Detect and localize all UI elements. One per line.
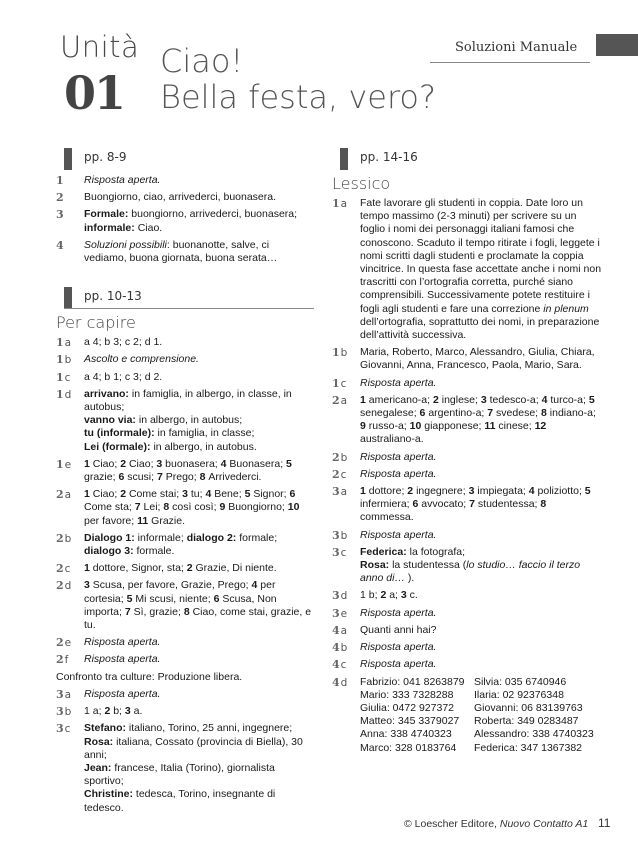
- answer-item: [332, 377, 602, 390]
- answer-text: Risposta aperta.: [84, 687, 161, 700]
- answer-item: [332, 485, 602, 525]
- phone-entry: Giulia: 0472 927372: [360, 701, 454, 714]
- confronto-line: Confronto tra culture: Produzione libera.: [56, 670, 243, 683]
- page-number: 11: [598, 816, 611, 830]
- answer-item: [332, 468, 602, 481]
- answer-number: 3c: [332, 545, 347, 559]
- answer-text: Risposta aperta.: [360, 528, 437, 541]
- answer-text: 1 b; 2 a; 3 c.: [360, 589, 418, 602]
- answer-text: Ascolto e comprensione.: [84, 353, 199, 366]
- answer-item: [56, 353, 314, 366]
- phone-column-left: [360, 676, 470, 755]
- page-title-line-1: Ciao!: [160, 42, 244, 80]
- manual-label: Soluzioni Manuale: [455, 40, 578, 55]
- answer-number: 1b: [56, 353, 72, 367]
- subsection-title: Per capire: [56, 313, 136, 333]
- answer-item: [332, 641, 602, 654]
- answer-item: [56, 239, 314, 265]
- answer-text: 1 a; 2 b; 3 a.: [84, 705, 143, 718]
- answer-number: 1: [56, 174, 64, 187]
- answer-item: [56, 191, 314, 204]
- section-bar: [64, 148, 72, 170]
- right-column: [332, 146, 602, 759]
- phone-entry: Federica: 347 1367382: [474, 741, 582, 754]
- section-bar: [340, 148, 348, 170]
- answer-item: [56, 208, 314, 234]
- phone-entry: Fabrizio: 041 8263879: [360, 675, 465, 688]
- answer-text: arrivano: in famiglia, in albergo, in classe, in autobus; vanno via: in albergo, in autobus; tu (informale): in famiglia, in classe; Lei (formale): in albergo, in autobus.: [84, 387, 292, 453]
- answer-item: [56, 488, 314, 528]
- answer-text: 3 Scusa, per favore, Grazie, Prego; 4 per cortesia; 5 Mi scusi, niente; 6 Scusa, Non importa; 7 Sì, grazie; 8 Ciao, come stai, grazie, e tu.: [84, 579, 312, 632]
- answer-text: 1 dottore, Signor, sta; 2 Grazie, Di niente.: [84, 562, 277, 575]
- left-column: [56, 146, 314, 819]
- answer-item: [56, 653, 314, 666]
- answer-text: 1 americano-a; 2 inglese; 3 tedesco-a; 4 turco-a; 5 senegalese; 6 argentino-a; 7 svedese; 8 indiano-a; 9 russo-a; 10 giapponese; 11 cinese; 12 australiano-a.: [360, 393, 596, 446]
- section-header-pp-10-13: [56, 285, 314, 309]
- section-pages: pp. 10-13: [84, 289, 142, 304]
- answer-number: 4a: [332, 623, 348, 637]
- answer-text: Risposta aperta.: [84, 653, 161, 666]
- section-pages: pp. 14-16: [360, 150, 418, 164]
- answer-number: 3e: [332, 606, 348, 620]
- answer-item: [56, 579, 314, 632]
- answer-item: [56, 722, 314, 814]
- answer-item: [332, 658, 602, 671]
- answer-number: 2b: [56, 531, 72, 545]
- phone-entry: Marco: 328 0183764: [360, 741, 457, 754]
- section-header-pp-8-9: [56, 146, 314, 170]
- footer-credit: © Loescher Editore, Nuovo Contatto A1: [404, 818, 589, 830]
- answer-text: Risposta aperta.: [360, 658, 437, 671]
- answers-list: [56, 174, 314, 265]
- answer-item: [332, 529, 602, 542]
- section-header-pp-14-16: [332, 146, 602, 170]
- answer-item: [332, 624, 602, 637]
- phone-entry: Roberta: 349 0283487: [474, 715, 579, 728]
- answer-number: 1a: [56, 336, 72, 350]
- phone-entry: Silvia: 035 6740946: [474, 675, 567, 688]
- phone-list: [360, 676, 602, 755]
- answer-text: Risposta aperta.: [360, 450, 437, 463]
- answer-item: [332, 346, 602, 372]
- answer-text: Dialogo 1: informale; dialogo 2: formale; dialogo 3: formale.: [84, 531, 278, 558]
- answer-number: 2c: [56, 562, 71, 576]
- section-rule: [64, 308, 314, 309]
- answer-item: [56, 688, 314, 701]
- answer-number: 4b: [332, 641, 348, 655]
- answers-list: [56, 336, 314, 666]
- section-bar: [64, 287, 72, 309]
- answer-number: 4c: [332, 658, 347, 672]
- answer-number: 4d: [332, 675, 348, 689]
- answer-number: 4: [56, 238, 64, 252]
- answer-number: 3c: [56, 722, 71, 736]
- answer-item: [332, 197, 602, 342]
- answer-number: 3b: [56, 705, 72, 719]
- answer-number: 3d: [332, 589, 348, 603]
- answer-item: [56, 458, 314, 484]
- answer-item: [332, 546, 602, 586]
- unit-label: Unità: [60, 30, 140, 64]
- unit-number: 01: [64, 66, 125, 120]
- answers-list: [332, 197, 602, 672]
- answer-item: [56, 371, 314, 384]
- answers-list: [56, 688, 314, 815]
- answer-text: Risposta aperta.: [360, 641, 437, 654]
- answer-number: 3: [56, 208, 64, 222]
- answer-number: 1b: [332, 346, 348, 360]
- answer-text: Maria, Roberto, Marco, Alessandro, Giulia, Chiara, Giovanni, Anna, Francesco, Paola, Mario, Sara.: [360, 346, 595, 372]
- answer-item: [56, 174, 314, 187]
- answer-item: [332, 589, 602, 602]
- answer-text: a 4; b 3; c 2; d 1.: [84, 336, 163, 349]
- answer-text: Quanti anni hai?: [360, 623, 437, 636]
- answer-text: Stefano: italiano, Torino, 25 anni, ingegnere; Rosa: italiana, Cossato (provincia di Biella), 30 anni; Jean: francese, Italia (Torino), giornalista sportivo; Christine: tedesca, Torino, insegnante di tedesco.: [84, 722, 303, 814]
- answer-item: [332, 394, 602, 447]
- answer-item: [332, 451, 602, 464]
- answer-item: [56, 705, 314, 718]
- answer-text: Risposta aperta.: [84, 636, 161, 649]
- answer-number: 2a: [332, 393, 348, 407]
- answer-number: 1e: [56, 457, 72, 471]
- phone-entry: Ilaria: 02 92376348: [474, 688, 564, 701]
- answer-number: 2b: [332, 450, 348, 464]
- answer-number: 2f: [56, 653, 69, 667]
- answer-text: Risposta aperta.: [360, 606, 437, 619]
- answer-number: 2d: [56, 579, 72, 593]
- answer-number: 3a: [332, 485, 348, 499]
- answer-phones: [332, 676, 602, 755]
- answer-item: [332, 607, 602, 620]
- answer-text: Buongiorno, ciao, arrivederci, buonasera.: [84, 191, 277, 204]
- answer-text: a 4; b 1; c 3; d 2.: [84, 370, 163, 383]
- answer-text: 1 dottore; 2 ingegnere; 3 impiegata; 4 poliziotto; 5 infermiera; 6 avvocato; 7 studentessa; 8 commessa.: [360, 485, 591, 524]
- answer-number: 1d: [56, 387, 72, 401]
- answer-item: [56, 336, 314, 349]
- answer-number: 2a: [56, 488, 72, 502]
- answer-number: 2c: [332, 467, 347, 481]
- phone-entry: Alessandro: 338 4740323: [474, 728, 594, 741]
- phone-entry: Matteo: 345 3379027: [360, 715, 460, 728]
- phone-entry: Anna: 338 4740323: [360, 728, 452, 741]
- answer-text: Soluzioni possibili: buonanotte, salve, ci vediamo, buona giornata, buona serata…: [84, 238, 278, 265]
- answer-text: Risposta aperta.: [360, 376, 437, 389]
- answer-item: [56, 562, 314, 575]
- phone-entry: Mario: 333 7328288: [360, 688, 454, 701]
- answer-number: 3a: [56, 687, 72, 701]
- phone-entry: Giovanni: 06 83139763: [474, 701, 583, 714]
- answer-item: [56, 532, 314, 558]
- subsection-title: Lessico: [332, 174, 391, 193]
- answer-text: Federica: la fotografa; Rosa: la studentessa (lo studio… faccio il terzo anno di… ).: [360, 545, 581, 585]
- answer-text: 1 Ciao; 2 Ciao; 3 buonasera; 4 Buonasera; 5 grazie; 6 scusi; 7 Prego; 8 Arrivederci.: [84, 457, 292, 484]
- answer-item: [56, 636, 314, 649]
- section-pages: pp. 8-9: [84, 150, 127, 164]
- page-title-line-2: Bella festa, vero?: [160, 78, 436, 116]
- answer-text: Formale: buongiorno, arrivederci, buonasera; informale: Ciao.: [84, 208, 298, 234]
- answer-text: Risposta aperta.: [84, 174, 161, 186]
- phone-column-right: [474, 676, 604, 755]
- header-rule: [430, 62, 590, 63]
- answer-number: 1c: [332, 376, 347, 390]
- answer-text: Risposta aperta.: [360, 467, 437, 480]
- answer-number: 2e: [56, 636, 72, 650]
- answer-number: 3b: [332, 528, 348, 542]
- answer-text: Fate lavorare gli studenti in coppia. Date loro un tempo massimo (2-3 minuti) per scrivere su un foglio i nomi dei personaggi italiani famosi che conoscono. Scaduto il tempo ritirate i fogli, leggete i nomi scritti dagli studenti e proclamate la coppia vincitrice. In questa fase accettate anche i nomi non trascritti con l’ortografia corretta, purché siano comprensibili. Successivamente potete restituire i fogli agli studenti e fare una correzione in plenum dell’ortografia, soprattutto dei nomi, in preparazione dell’attività successiva.: [360, 197, 602, 342]
- answer-number: 2: [56, 191, 64, 205]
- answer-text: 1 Ciao; 2 Come stai; 3 tu; 4 Bene; 5 Signor; 6 Come sta; 7 Lei; 8 così così; 9 Buongiorno; 10 per favore; 11 Grazie.: [84, 488, 300, 527]
- answer-item: [56, 388, 314, 454]
- corner-block: [596, 34, 638, 56]
- answer-number: 1a: [332, 197, 348, 210]
- answer-number: 1c: [56, 370, 71, 384]
